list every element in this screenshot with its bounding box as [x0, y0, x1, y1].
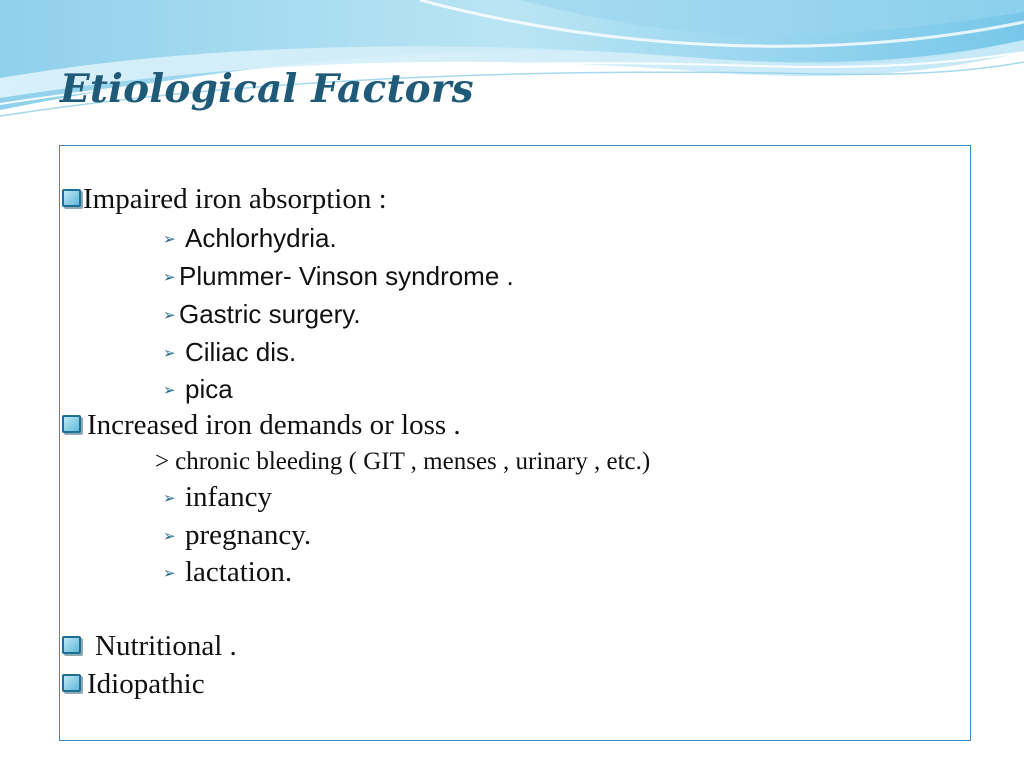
section-heading: Increased iron demands or loss .	[87, 409, 461, 441]
section-heading: Impaired iron absorption :	[83, 183, 387, 215]
list-item: ➢ infancy	[163, 481, 272, 513]
arrow-right-icon: ➢	[163, 269, 176, 286]
list-item: ➢ pica	[163, 374, 233, 404]
section-heading: Idiopathic	[87, 668, 205, 700]
slide-title: Etiological Factors	[60, 66, 474, 112]
section-increased-demands	[62, 409, 461, 442]
arrow-right-icon: ➢	[163, 345, 176, 362]
checkbox-square-icon	[62, 674, 81, 692]
section-impaired-absorption	[62, 183, 387, 216]
section-heading: Nutritional .	[95, 630, 237, 662]
list-item: ➢ Plummer- Vinson syndrome .	[163, 261, 514, 291]
arrow-right-icon: ➢	[163, 529, 176, 545]
arrow-right-icon: ➢	[163, 382, 176, 399]
arrow-right-icon: ➢	[163, 231, 176, 248]
arrow-right-icon: ➢	[163, 307, 176, 324]
list-item: > chronic bleeding ( GIT , menses , urinary , etc.)	[155, 448, 651, 475]
list-item: ➢ Ciliac dis.	[163, 337, 297, 367]
checkbox-square-icon	[62, 636, 81, 654]
list-item: ➢ lactation.	[163, 556, 293, 588]
list-item: ➢ Achlorhydria.	[163, 223, 337, 253]
section-idiopathic	[62, 668, 205, 701]
arrow-right-icon: ➢	[163, 566, 176, 582]
section-nutritional	[62, 630, 237, 663]
arrow-right-icon: ➢	[163, 491, 176, 507]
checkbox-square-icon	[62, 189, 81, 207]
list-item: ➢ pregnancy.	[163, 519, 312, 551]
list-item: ➢ Gastric surgery.	[163, 299, 361, 329]
checkbox-square-icon	[62, 415, 81, 433]
